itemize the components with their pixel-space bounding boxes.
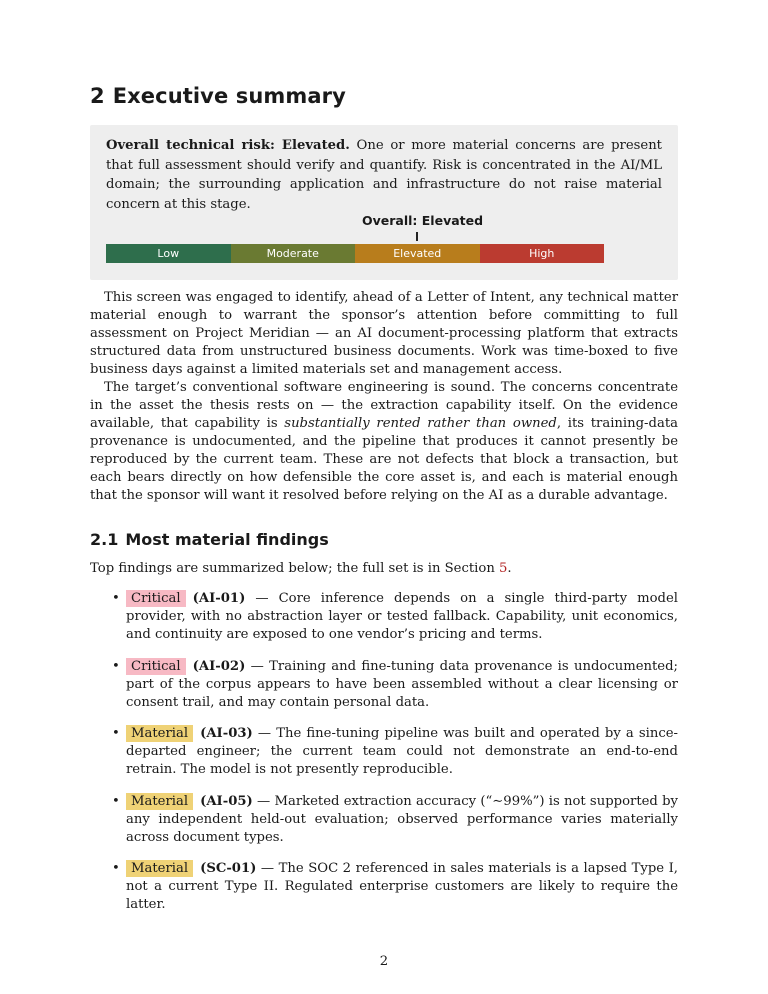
finding-id: (AI-02)	[192, 658, 246, 674]
finding-id: (SC-01)	[200, 861, 257, 876]
finding-item	[90, 725, 678, 779]
paragraph-2-emphasis: substantially rented rather than owned	[284, 416, 557, 431]
finding-text: — The SOC 2 referenced in sales materials is a lapsed Type I, not a current Type II. Regulated enterprise customers are likely to require the latter.	[126, 861, 678, 912]
bullet-icon: •	[112, 591, 120, 606]
section-number: 2	[90, 84, 105, 108]
paragraph-2	[90, 379, 678, 505]
severity-badge: Critical	[126, 590, 186, 607]
severity-badge: Critical	[126, 658, 186, 675]
paragraph-2-part-1: The target’s conventional software engineering is sound. The concerns concentrate in the asset the thesis rests on — the extraction capability itself. On the evidence available, that capability is	[90, 380, 678, 431]
finding-item	[90, 860, 678, 914]
finding-text: — The fine-tuning pipeline was built and operated by a since-departed engineer; the current team could not demonstrate an end-to-end retrain. The model is not presently reproducible.	[126, 726, 678, 777]
subsection-title: Most material findings	[125, 530, 329, 549]
findings-intro-text: Top findings are summarized below; the full set is in Section	[90, 561, 500, 576]
finding-text: — Training and fine-tuning data provenance is undocumented; part of the corpus appears to have been assembled without a clear licensing or consent trail, and may contain personal data.	[126, 658, 678, 710]
engagement-paragraph	[90, 289, 678, 379]
paragraph-1: This screen was engaged to identify, ahead of a Letter of Intent, any technical matter material enough to warrant the sponsor’s attention before committing to full assessment on Project Meridian — an AI document-processing platform that extracts structured data from unstructured business documents. Work was time-boxed to five business days against a limited materials set and management access.	[90, 290, 678, 377]
finding-text: — Marketed extraction accuracy (“∼99%”) is not supported by any independent held-out evaluation; observed performance varies materially across document types.	[126, 793, 678, 845]
finding-id: (AI-05)	[200, 793, 253, 809]
overall-risk-label: Overall: Elevated	[362, 213, 484, 228]
finding-item	[90, 793, 678, 847]
subsection-heading	[90, 530, 329, 549]
risk-scale-elevated: Elevated	[355, 244, 480, 263]
risk-summary-text	[106, 136, 662, 214]
risk-summary-body: One or more material concerns are present that full assessment should verify and quantify. Risk is concentrated in the AI/ML domain; the surrounding application and infrastructure do not raise material concern at this stage.	[106, 138, 662, 212]
finding-item	[90, 658, 678, 712]
overall-risk-marker	[416, 232, 418, 241]
severity-badge: Material	[126, 860, 193, 877]
findings-intro-end: .	[507, 561, 512, 576]
conclusion-paragraph	[90, 379, 678, 505]
risk-summary-lead: Overall technical risk: Elevated.	[106, 138, 350, 153]
findings-list	[90, 590, 678, 928]
risk-scale	[106, 244, 604, 263]
severity-badge: Material	[126, 793, 193, 810]
section-title: Executive summary	[112, 84, 346, 108]
finding-item	[90, 590, 678, 644]
finding-text: — Core inference depends on a single third-party model provider, with no abstraction layer or tested fallback. Capability, unit economics, and continuity are exposed to one vendor’s pricing and terms.	[126, 591, 678, 642]
finding-id: (AI-01)	[192, 591, 246, 606]
bullet-icon: •	[112, 861, 120, 876]
findings-intro	[90, 560, 512, 578]
paragraph-2-part-2: , its training-data provenance is undocumented, and the pipeline that produces it cannot presently be reproduced by the current team. These are not defects that block a transaction, but each bears directly on how defensible the core asset is, and each is material enough that the sponsor will want it resolved before relying on the AI as a durable advantage.	[90, 416, 678, 503]
bullet-icon: •	[112, 726, 120, 741]
bullet-icon: •	[112, 658, 120, 674]
bullet-icon: •	[112, 793, 120, 809]
risk-summary-box	[90, 125, 678, 280]
section-heading	[90, 84, 346, 108]
severity-badge: Material	[126, 725, 193, 742]
subsection-number: 2.1	[90, 530, 119, 549]
section-5-link[interactable]: 5	[499, 561, 508, 576]
risk-scale-high: High	[480, 244, 605, 263]
risk-scale-moderate: Moderate	[231, 244, 356, 263]
page-number: 2	[379, 954, 389, 969]
risk-scale-low: Low	[106, 244, 231, 263]
finding-id: (AI-03)	[200, 726, 253, 741]
